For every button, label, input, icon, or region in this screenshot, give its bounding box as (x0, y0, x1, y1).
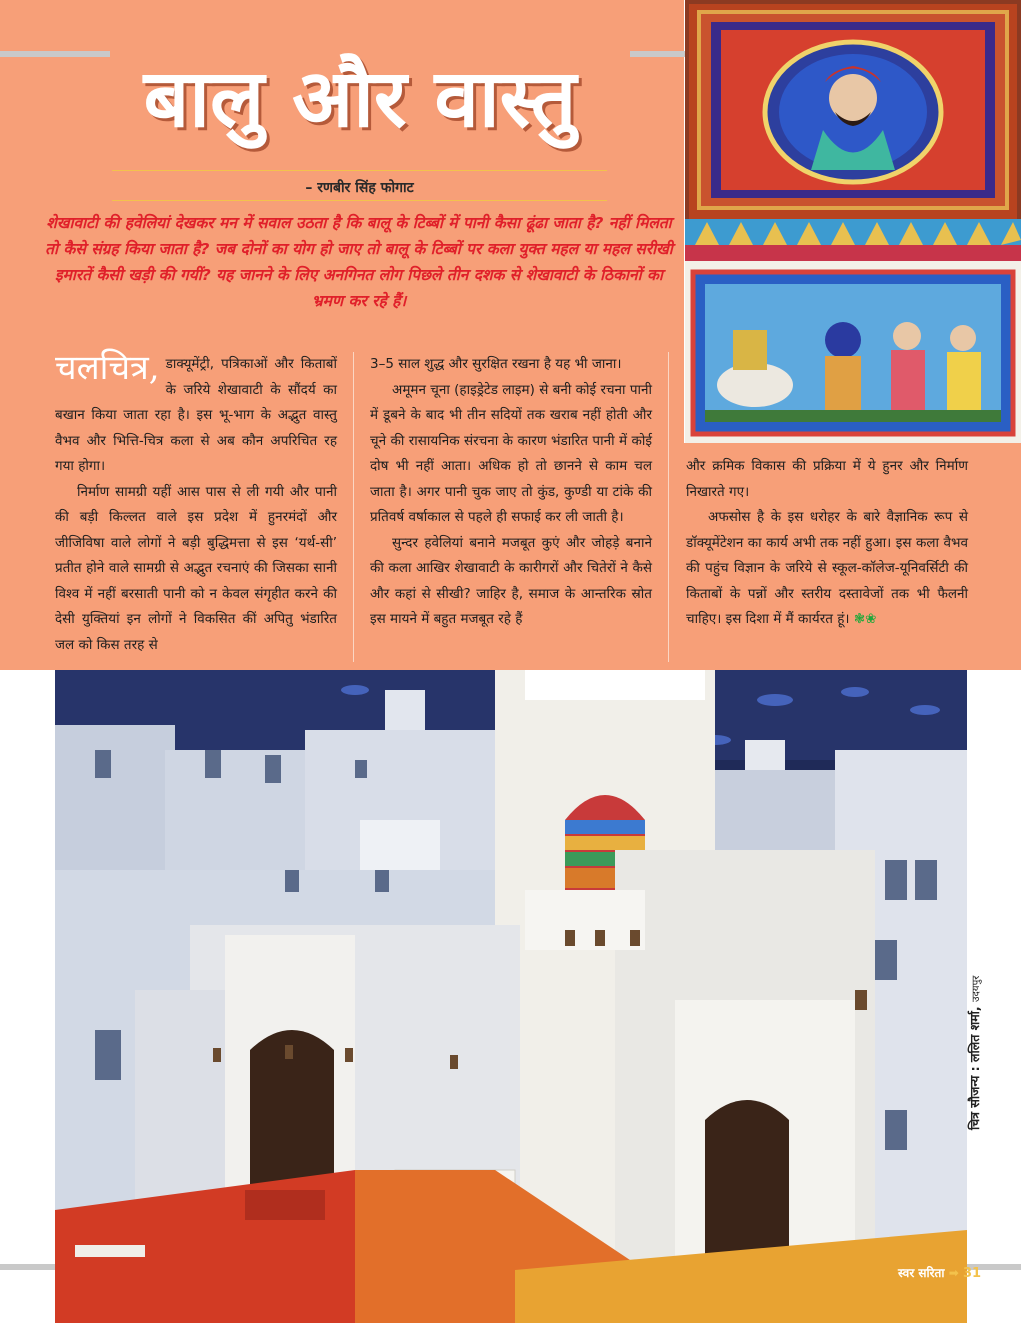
paragraph: निर्माण सामग्री यहीं आस पास से ली गयी और पानी की बड़ी किल्लत वाले इस प्रदेश में हुनरमंदों और जीजिविषा वाले लोगों ने बड़ी बुद्धिमत्ता से इस ‘यर्थ-सी’ प्रतीत होने वाले सामग्री से अद्भुत रचनाएं की जिसका सानी विश्व में नहीं बरसाती पानी को न केवल संगृहीत करने की देसी युक्तियां इन लोगों ने विकसित कीं अपितु भंडारित जल को किस तरह से (55, 483, 337, 653)
arrow-icon: ➡ (948, 1266, 959, 1280)
text-column-2 (370, 352, 652, 633)
bottom-left-rule (0, 1264, 55, 1270)
title-rule-bottom (112, 200, 607, 201)
paragraph: और क्रमिक विकास की प्रक्रिया में ये हुनर और निर्माण निखारते गए। (686, 458, 968, 500)
magazine-name: स्वर सरिता (898, 1266, 945, 1280)
paragraph (55, 348, 337, 480)
end-ornament-icon: ❃❀ (853, 611, 877, 627)
credit-place: उदयपुर (971, 975, 982, 1002)
column-divider (668, 352, 669, 662)
title-rule-top (112, 170, 607, 171)
paragraph: अमूमन चूना (हाइड्रेटेड लाइम) से बनी कोई रचना पानी में डूबने के बाद भी तीन सदियों तक खराब नहीं होती और चूने की रासायनिक संरचना के कारण भंडारित पानी में कोई दोष भी नहीं आता। अधिक हो तो छानने से काम चल जाता है। अगर पानी चुक जाए तो कुंड, कुण्डी या टांके की प्रतिवर्ष वर्षाकाल से पहले ही सफाई कर ली जाती है। (370, 381, 652, 525)
article-title: बालु और वास्तु (143, 51, 577, 145)
paragraph-text: अफसोस है के इस धरोहर के बारे वैज्ञानिक रूप से डॉक्यूमेंटेशन का कार्य अभी तक नहीं हुआ। इस कला वैभव की पहुंच विज्ञान के जरिये से स्कूल-कॉलेज-यूनिवर्सिटी की किताबों के पन्नों और स्तरीय दस्तावेजों तक भी फैलनी चाहिए। इस दिशा में मैं कार्यरत हूं। (686, 509, 968, 627)
paragraph: सुन्दर हवेलियां बनाने मजबूत कुएं और जोहड़े बनाने की कला आखिर शेखावाटी के कारीगरों और चितेरों ने कैसे और कहां से सीखी? जाहिर है, समाज के आन्तरिक स्रोत इस मायने में बहुत मजबूत रहे हैं (370, 534, 652, 627)
page-footer (898, 1264, 981, 1281)
text-column-1 (55, 348, 337, 658)
haveli-painting-image (55, 670, 967, 1323)
article-intro: शेखावाटी की हवेलियां देखकर मन में सवाल उठता है कि बालू के टिब्बों में पानी कैसा ढूंढा जाता है? नहीं मिलता तो कैसे संग्रह किया जाता है? जब दोनों का योग हो जाए तो बालू के टिब्बों पर कला युक्त महल या महल सरीखी इमारतें कैसी खड़ी की गयीं? यह जानने के लिए अनगिनत लोग पिछले तीन दशक से शेखावाटी के ठिकानों का भ्रमण कर रहे हैं। (45, 214, 673, 310)
fresco-painting-image (685, 0, 1021, 443)
right-rule (630, 51, 685, 57)
paragraph-text: डाक्यूमेंट्री, पत्रिकाओं और किताबों के जरिये शेखावाटी के सौंदर्य का बखान किया जाता रहा है। इस भू-भाग के अद्भुत वास्तु वैभव और भित्ति-चित्र कला से अब कौन अपरिचित रह गया होगा। (55, 356, 337, 474)
credit-text: चित्र सौजन्य : ललित शर्मा, (967, 1006, 982, 1130)
article-byline: – रणबीर सिंह फोगाट (305, 180, 414, 196)
page-number: 31 (962, 1266, 982, 1281)
text-column-3 (686, 454, 968, 633)
paragraph (686, 505, 968, 633)
column-divider (353, 352, 354, 662)
image-credit (966, 975, 986, 1130)
left-rule (0, 51, 110, 57)
paragraph: 3–5 साल शुद्ध और सुरक्षित रखना है यह भी जाना। (370, 356, 622, 372)
drop-cap: चलचित्र, (55, 348, 160, 388)
